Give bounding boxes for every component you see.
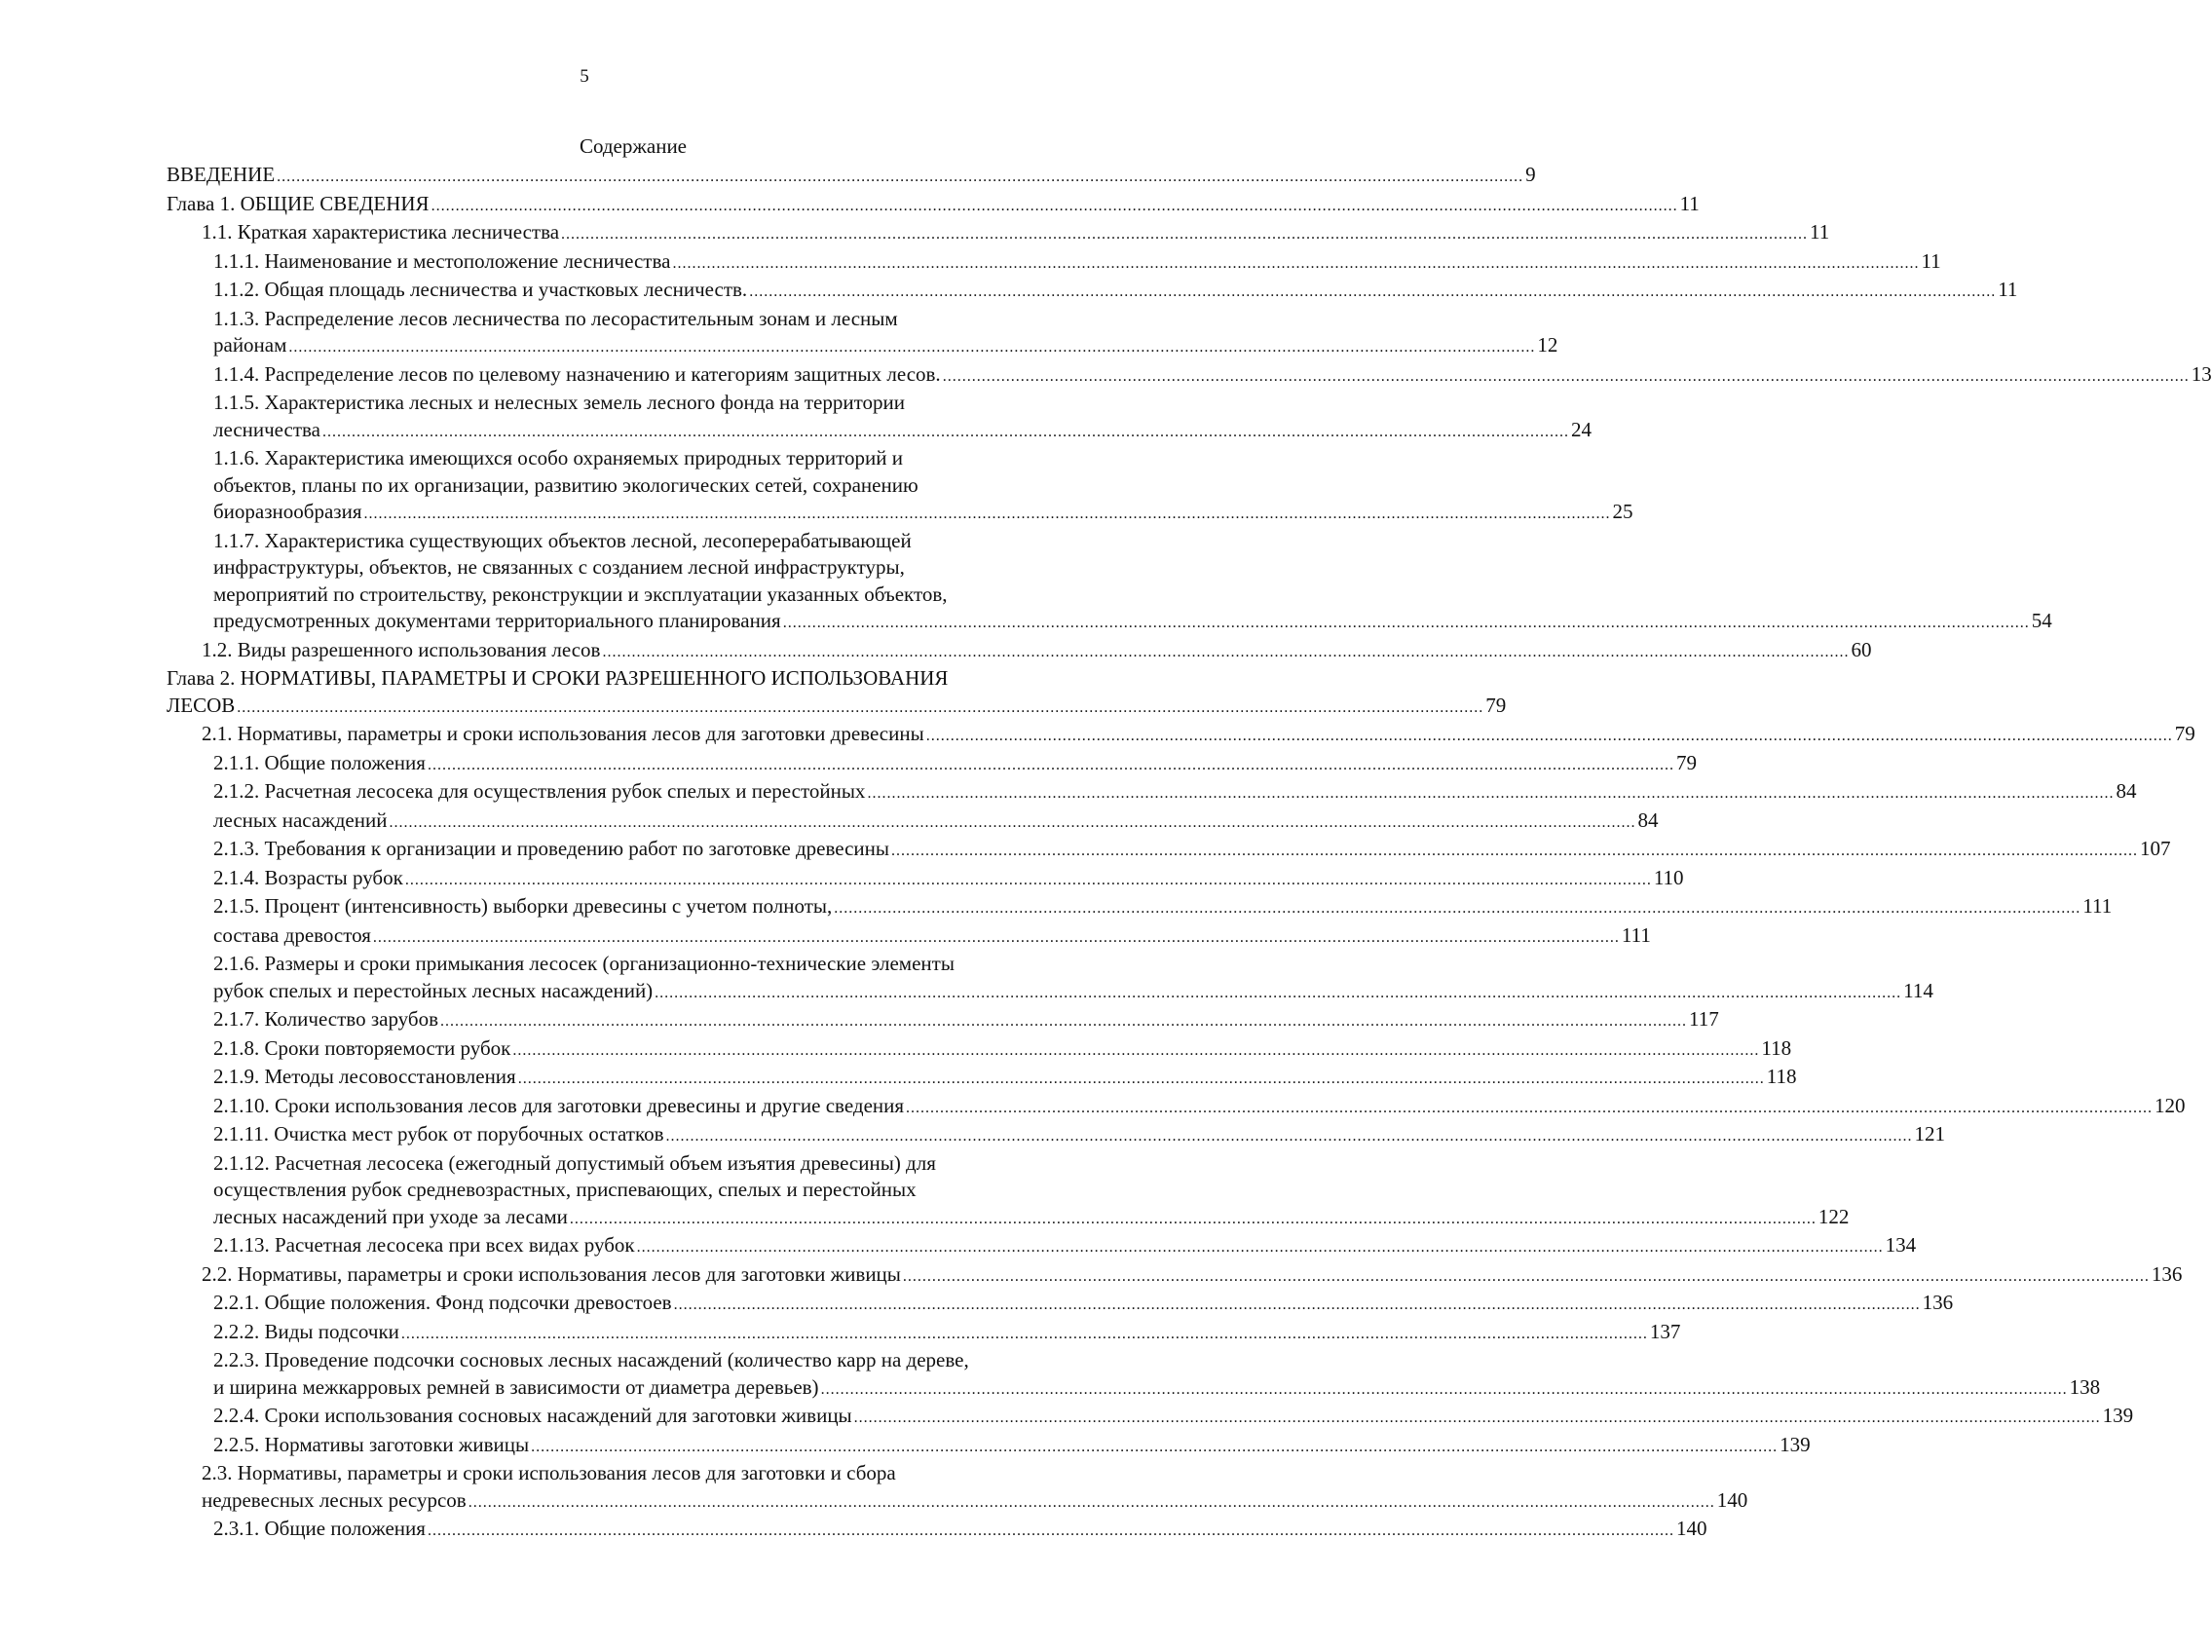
toc-entry-page: 110 <box>1653 865 1684 889</box>
dot-leader <box>749 279 1996 306</box>
dot-leader <box>322 419 1569 446</box>
toc-entry-page: 84 <box>2116 779 2137 803</box>
toc-entry-title: 1.1.4. Распределение лесов по целевому назначению и категориям защитных лесов. <box>213 361 941 386</box>
toc-entry-title: 2.1. Нормативы, параметры и сроки использования лесов для заготовки древесины <box>202 722 924 745</box>
toc-entry-title: 2.1.3. Требования к организации и проведению работ по заготовке древесины <box>213 837 889 860</box>
toc-entry-title: ВВЕДЕНИЕ <box>167 163 276 186</box>
toc-entry-row <box>213 1403 2134 1432</box>
toc-entry[interactable] <box>167 1035 1792 1065</box>
toc-entry-title: 1.1. Краткая характеристика лесничества <box>202 220 560 244</box>
toc-entry[interactable] <box>167 162 1536 191</box>
toc-entry-page: 107 <box>2140 837 2171 860</box>
toc-entry-row <box>213 1204 1850 1233</box>
toc-entry-title: 2.2. Нормативы, параметры и сроки использования лесов для заготовки живицы <box>202 1261 901 1286</box>
toc-entry-title: районам <box>213 333 287 357</box>
toc-entry-page: 137 <box>1649 1319 1681 1343</box>
dot-leader <box>834 895 2081 922</box>
toc-entry[interactable] <box>167 1121 1946 1150</box>
toc-entry-page: 60 <box>1851 637 1872 661</box>
toc-entry-title: 2.1.8. Сроки повторяемости рубок <box>213 1035 511 1060</box>
dot-leader <box>428 1518 1674 1545</box>
toc-entry-row <box>213 1319 1681 1348</box>
dot-leader <box>518 1066 1765 1093</box>
dot-leader <box>891 838 2138 865</box>
toc-entry-page: 24 <box>1570 417 1592 441</box>
toc-entry[interactable] <box>167 528 2052 637</box>
dot-leader <box>655 980 1901 1007</box>
toc-entry-page: 9 <box>1525 163 1536 186</box>
toc-entry[interactable] <box>167 219 1830 248</box>
toc-entry[interactable] <box>167 778 2137 807</box>
toc-entry-line: Глава 2. НОРМАТИВЫ, ПАРАМЕТРЫ И СРОКИ РАЗРЕШЕННОГО ИСПОЛЬЗОВАНИЯ <box>167 666 949 690</box>
toc-entry-row <box>213 1093 2186 1122</box>
toc-entry-title: 2.1.4. Возрасты рубок <box>213 865 403 889</box>
toc-entry-row <box>213 361 2212 391</box>
toc-entry[interactable] <box>167 1319 1681 1348</box>
toc-entry[interactable] <box>167 836 2171 865</box>
dot-leader <box>512 1037 1759 1065</box>
toc-entry-page: 13 <box>2191 361 2212 386</box>
toc-entry-row <box>213 608 2052 637</box>
toc-entry-page: 138 <box>2069 1374 2101 1399</box>
dot-leader <box>666 1123 1913 1150</box>
toc-entry-title: 2.1.13. Расчетная лесосека при всех видах рубок <box>213 1233 635 1257</box>
toc-entry-title: 2.2.5. Нормативы заготовки живицы <box>213 1432 530 1456</box>
dot-leader <box>672 250 1919 278</box>
toc-entry-title: 1.2. Виды разрешенного использования лесов <box>202 637 601 661</box>
toc-entry-title: 2.1.1. Общие положения <box>213 750 426 774</box>
toc-entry[interactable] <box>167 1432 1811 1461</box>
toc-entry-line: мероприятий по строительству, реконструкции и эксплуатации указанных объектов, <box>213 582 948 606</box>
dot-leader <box>428 752 1674 779</box>
toc-entry-row <box>213 836 2171 865</box>
toc-entry[interactable] <box>167 1006 1719 1035</box>
toc-entry-row <box>213 1064 1797 1093</box>
toc-entry-row <box>202 721 2195 750</box>
toc-entry-title: предусмотренных документами территориального планирования <box>213 609 781 632</box>
dot-leader <box>363 501 1610 528</box>
toc-entry-page: 139 <box>2102 1404 2134 1427</box>
toc-entry[interactable] <box>167 361 2212 391</box>
dot-leader <box>674 1292 1921 1319</box>
toc-entry[interactable] <box>167 893 2113 922</box>
toc-entry-page: 117 <box>1689 1007 1719 1031</box>
dot-leader <box>531 1434 1778 1461</box>
toc-entry-row <box>213 893 2113 922</box>
toc-entry[interactable] <box>167 637 1872 666</box>
dot-leader <box>389 809 1635 837</box>
toc-entry-page: 140 <box>1716 1487 1748 1512</box>
toc-entry-row <box>213 1374 2101 1404</box>
toc-entry[interactable] <box>167 1064 1797 1093</box>
toc-entry-page: 84 <box>1637 807 1659 832</box>
toc-entry-title: состава древостоя <box>213 922 371 947</box>
dot-leader <box>854 1405 2101 1432</box>
toc-entry-page: 136 <box>1922 1291 1954 1314</box>
toc-entry[interactable] <box>167 1150 1850 1233</box>
page-number: 5 <box>580 66 589 87</box>
toc-entry-page: 11 <box>1998 278 2018 301</box>
toc-entry-row <box>202 1261 2183 1291</box>
toc-entry-line: объектов, планы по их организации, развитию экологических сетей, сохранению <box>213 472 919 497</box>
toc-entry[interactable] <box>167 1232 1917 1261</box>
dot-leader <box>561 221 1808 248</box>
toc-entry-row <box>213 417 1592 446</box>
dot-leader <box>440 1008 1687 1035</box>
toc-entry-line: 2.3. Нормативы, параметры и сроки использования лесов для заготовки и сбора <box>202 1461 896 1484</box>
toc-entry[interactable] <box>167 248 1941 278</box>
toc-entry-page: 11 <box>1921 248 1941 273</box>
toc-entry-row <box>167 162 1536 191</box>
table-of-contents <box>167 162 2212 1545</box>
toc-entry-page: 79 <box>1485 693 1507 717</box>
toc-entry-title: 2.2.2. Виды подсочки <box>213 1319 399 1343</box>
dot-leader <box>821 1376 2068 1404</box>
toc-entry-title: 1.1.1. Наименование и местоположение лесничества <box>213 248 671 273</box>
toc-entry-page: 11 <box>1679 191 1700 215</box>
toc-entry-line: 1.1.6. Характеристика имеющихся особо охраняемых природных территорий и <box>213 446 903 469</box>
toc-entry-page: 79 <box>1675 750 1697 774</box>
toc-entry-title: 2.2.1. Общие положения. Фонд подсочки древостоев <box>213 1291 672 1314</box>
toc-entry-row <box>213 978 1933 1007</box>
toc-entry[interactable] <box>167 1460 1748 1516</box>
toc-entry-page: 79 <box>2174 722 2195 745</box>
toc-entry-title: 2.1.7. Количество зарубов <box>213 1007 438 1031</box>
toc-entry[interactable] <box>167 865 1684 894</box>
dot-leader <box>903 1263 2150 1291</box>
toc-entry-page: 114 <box>1903 978 1933 1002</box>
toc-entry[interactable] <box>167 1093 2186 1122</box>
toc-entry[interactable] <box>167 951 1933 1006</box>
toc-entry-page: 122 <box>1818 1204 1850 1228</box>
dot-leader <box>288 334 1535 361</box>
dot-leader <box>469 1489 1715 1517</box>
toc-entry[interactable] <box>167 1516 1707 1545</box>
dot-leader <box>602 639 1849 666</box>
toc-entry-title: недревесных лесных ресурсов <box>202 1487 467 1512</box>
toc-entry-page: 111 <box>2082 894 2113 918</box>
toc-entry[interactable] <box>167 665 1507 721</box>
toc-entry-title: и ширина межкарровых ремней в зависимости от диаметра деревьев) <box>213 1374 819 1399</box>
toc-entry-page: 25 <box>1612 500 1633 523</box>
toc-entry[interactable] <box>167 1347 2101 1403</box>
toc-entry[interactable] <box>167 445 1633 528</box>
toc-entry-title: 2.1.5. Процент (интенсивность) выборки древесины с учетом полноты, <box>213 894 833 918</box>
toc-entry[interactable] <box>167 1261 2183 1291</box>
toc-entry-title: лесных насаждений <box>213 807 388 832</box>
toc-entry[interactable] <box>167 390 1592 445</box>
toc-entry-line: 1.1.3. Распределение лесов лесничества по лесорастительным зонам и лесным <box>213 306 898 330</box>
toc-entry[interactable] <box>167 750 1697 779</box>
toc-entry-page: 11 <box>1810 220 1830 244</box>
toc-entry-row <box>213 1121 1946 1150</box>
toc-entry-row <box>213 1290 1954 1319</box>
dot-leader <box>431 193 1678 220</box>
toc-entry-line: инфраструктуры, объектов, не связанных с созданием лесной инфраструктуры, <box>213 555 905 579</box>
toc-entry-title: 2.1.2. Расчетная лесосека для осуществления рубок спелых и перестойных <box>213 779 866 803</box>
dot-leader <box>401 1321 1648 1348</box>
toc-entry-row <box>213 807 1659 837</box>
dot-leader <box>906 1095 2153 1122</box>
toc-entry-row <box>213 922 1651 952</box>
toc-entry-row <box>202 219 1830 248</box>
dot-leader <box>237 695 1483 722</box>
toc-entry-page: 118 <box>1761 1035 1792 1060</box>
toc-entry-row <box>213 277 2018 306</box>
dot-leader <box>926 723 2173 750</box>
toc-entry-row <box>213 248 1941 278</box>
toc-entry-row <box>213 865 1684 894</box>
toc-entry[interactable] <box>167 1403 2134 1432</box>
toc-entry-title: лесных насаждений при уходе за лесами <box>213 1204 568 1228</box>
toc-entry-title: ЛЕСОВ <box>167 693 236 717</box>
toc-entry-page: 134 <box>1885 1233 1917 1257</box>
toc-entry-page: 54 <box>2031 609 2052 632</box>
toc-entry-title: лесничества <box>213 417 320 441</box>
toc-entry-title: 2.3.1. Общие положения <box>213 1517 426 1540</box>
toc-entry-page: 111 <box>1621 922 1651 947</box>
toc-entry-line: 1.1.7. Характеристика существующих объектов лесной, лесоперерабатывающей <box>213 528 912 552</box>
toc-entry-page: 12 <box>1537 333 1558 357</box>
toc-entry[interactable] <box>167 721 2195 750</box>
toc-entry-row <box>202 637 1872 666</box>
toc-entry[interactable] <box>167 277 2018 306</box>
toc-entry[interactable] <box>167 306 1558 361</box>
toc-entry-title: рубок спелых и перестойных лесных насаждений) <box>213 978 654 1002</box>
toc-entry-row <box>213 1516 1707 1545</box>
dot-leader <box>277 164 1523 191</box>
toc-entry-page: 136 <box>2151 1261 2183 1286</box>
dot-leader <box>783 610 2030 637</box>
toc-entry-row <box>213 1432 1811 1461</box>
toc-entry-line: 2.1.12. Расчетная лесосека (ежегодный допустимый объем изъятия древесины) для <box>213 1150 936 1175</box>
toc-entry-page: 140 <box>1675 1517 1707 1540</box>
toc-entry-title: Глава 1. ОБЩИЕ СВЕДЕНИЯ <box>167 191 430 215</box>
toc-entry-page: 121 <box>1914 1122 1946 1145</box>
toc-entry-row <box>202 1487 1748 1517</box>
toc-entry-line: 1.1.5. Характеристика лесных и нелесных земель лесного фонда на территории <box>213 391 905 414</box>
toc-title: Содержание <box>579 134 688 158</box>
toc-entry-row <box>213 332 1558 361</box>
toc-entry-title: биоразнообразия <box>213 500 362 523</box>
toc-entry-row <box>213 1006 1719 1035</box>
toc-entry[interactable] <box>167 191 1700 220</box>
dot-leader <box>867 780 2114 807</box>
toc-entry-page: 118 <box>1766 1065 1797 1088</box>
toc-entry-page: 120 <box>2155 1093 2186 1117</box>
dot-leader <box>373 924 1620 952</box>
toc-entry-row <box>213 499 1633 528</box>
toc-entry-title: 2.2.4. Сроки использования сосновых насаждений для заготовки живицы <box>213 1404 852 1427</box>
dot-leader <box>570 1206 1817 1233</box>
toc-entry[interactable] <box>167 922 1651 952</box>
toc-entry-line: осуществления рубок средневозрастных, приспевающих, спелых и перестойных <box>213 1178 917 1201</box>
toc-entry-title: 1.1.2. Общая площадь лесничества и участковых лесничеств. <box>213 278 748 301</box>
toc-entry-row <box>167 693 1507 722</box>
toc-entry-row <box>213 1232 1917 1261</box>
toc-entry-title: 2.1.11. Очистка мест рубок от порубочных остатков <box>213 1122 664 1145</box>
toc-entry-row <box>213 778 2137 807</box>
toc-entry-line: 2.2.3. Проведение подсочки сосновых лесных насаждений (количество карр на дереве, <box>213 1348 969 1371</box>
dot-leader <box>637 1234 1884 1261</box>
toc-entry-title: 2.1.10. Сроки использования лесов для заготовки древесины и другие сведения <box>213 1093 905 1117</box>
toc-entry-line: 2.1.6. Размеры и сроки примыкания лесосек (организационно-технические элементы <box>213 952 955 975</box>
dot-leader <box>943 363 2190 391</box>
toc-entry-title: 2.1.9. Методы лесовосстановления <box>213 1065 516 1088</box>
toc-entry-row <box>167 191 1700 220</box>
toc-entry-row <box>213 750 1697 779</box>
toc-entry-row <box>213 1035 1792 1065</box>
toc-entry-page: 139 <box>1780 1432 1811 1456</box>
toc-entry[interactable] <box>167 807 1659 837</box>
toc-entry[interactable] <box>167 1290 1954 1319</box>
dot-leader <box>405 867 1652 894</box>
